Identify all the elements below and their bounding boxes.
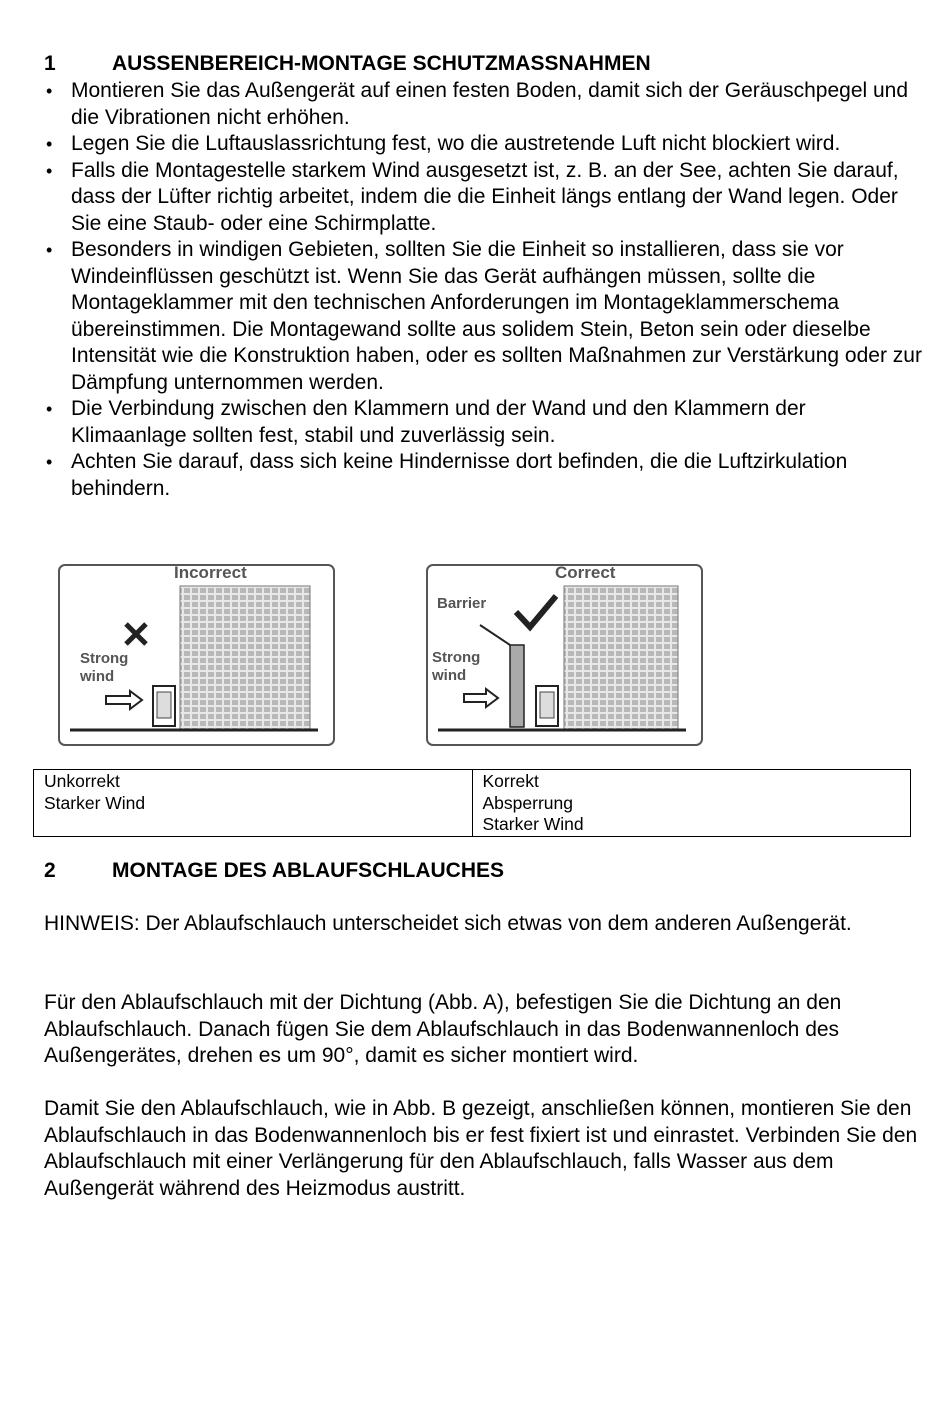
bullet-item: • Legen Sie die Luftauslassrichtung fest, wo die austretende Luft nicht blockiert wird. <box>44 131 924 158</box>
legend-cell-left: Unkorrekt Starker Wind <box>34 770 473 837</box>
bullet-item: • Achten Sie darauf, dass sich keine Hindernisse dort befinden, die die Luftzirkulation behindern. <box>46 450 848 500</box>
barrier-wall-icon <box>510 645 524 727</box>
section-1-bullet-list <box>44 78 924 502</box>
section-1-number: 1 <box>44 52 56 75</box>
section-2-number: 2 <box>44 859 56 882</box>
bullet-icon: • <box>46 160 53 181</box>
outdoor-unit-icon <box>536 686 558 726</box>
barrier-label: Barrier <box>437 595 487 612</box>
bullet-item: • Besonders in windigen Gebieten, sollten Sie die Einheit so installieren, dass sie vor Windeinflüssen geschützt ist. Wenn Sie das Gerät aufhängen müssen, sollte die Montageklammer mit den technischen Anforderungen im Montageklammerschema übereinstimmen. Die Montagewand sollte aus solidem Stein, Beton sein oder dieselbe Intensität wie die Konstruktion haben, oder es sollten Maßnahmen zur Verstärkung oder zur Dämpfung unternommen werden. <box>46 238 922 394</box>
wind-label-line1: Strong <box>80 650 129 667</box>
outdoor-unit-icon <box>153 686 175 726</box>
wind-label-line1: Strong <box>432 649 481 666</box>
figure-incorrect-illustration <box>56 560 338 750</box>
legend-cell-right: Korrekt Absperrung Starker Wind <box>472 770 911 837</box>
section-2-heading <box>44 858 504 884</box>
table-row <box>34 770 911 837</box>
note-paragraph: HINWEIS: Der Ablaufschlauch unterscheidet sich etwas von dem anderen Außengerät. <box>44 912 852 935</box>
section-1-heading <box>44 51 651 77</box>
building-icon <box>564 586 678 729</box>
building-icon <box>180 586 310 729</box>
section-1-title: AUSSENBEREICH-MONTAGE SCHUTZMASSNAHMEN <box>112 52 651 75</box>
bullet-icon: • <box>46 81 53 101</box>
bullet-icon: • <box>46 452 53 472</box>
figure-correct-illustration <box>424 560 706 750</box>
wind-label-line2: wind <box>432 667 467 684</box>
figure-correct <box>424 560 706 755</box>
bullet-icon: • <box>46 240 53 260</box>
bullet-item: • Die Verbindung zwischen den Klammern und der Wand und den Klammern der Klimaanlage sollten fest, stabil und zuverlässig sein. <box>46 397 806 447</box>
bullet-icon: • <box>46 134 53 154</box>
bullet-icon: • <box>46 399 53 419</box>
figure-correct-title: Correct <box>555 563 616 582</box>
body-paragraph-1: Für den Ablaufschlauch mit der Dichtung (Abb. A), befestigen Sie die Dichtung an den Ablaufschlauch. Danach fügen Sie dem Ablaufschlauch in das Bodenwannenloch des Außengerätes, drehen es um 90°, damit es sicher montiert wird. <box>44 991 842 1067</box>
bullet-item: • Falls die Montagestelle starkem Wind ausgesetzt ist, z. B. an der See, achten Sie darauf, dass der Lüfter richtig arbeitet, indem die die Einheit längs entlang der Wand legen. Oder Sie eine Staub- oder eine Schirmplatte. <box>46 158 899 235</box>
figure-incorrect-title: Incorrect <box>174 563 247 582</box>
bullet-item: • Montieren Sie das Außengerät auf einen festen Boden, damit sich der Geräuschpegel und die Vibrationen nicht erhöhen. <box>46 79 909 129</box>
figure-incorrect <box>56 560 338 755</box>
body-paragraph-2: Damit Sie den Ablaufschlauch, wie in Abb. B gezeigt, anschließen können, montieren Sie den Ablaufschlauch in das Bodenwannenloch bis er fest fixiert ist und einrastet. Verbinden Sie den Ablaufschlauch mit einer Verlängerung für den Ablaufschlauch, falls Wasser aus dem Außengerät während des Heizmodus austritt. <box>44 1097 918 1200</box>
figure-legend-table <box>33 769 911 837</box>
wind-label-line2: wind <box>80 668 115 685</box>
section-2-title: MONTAGE DES ABLAUFSCHLAUCHES <box>112 859 504 882</box>
